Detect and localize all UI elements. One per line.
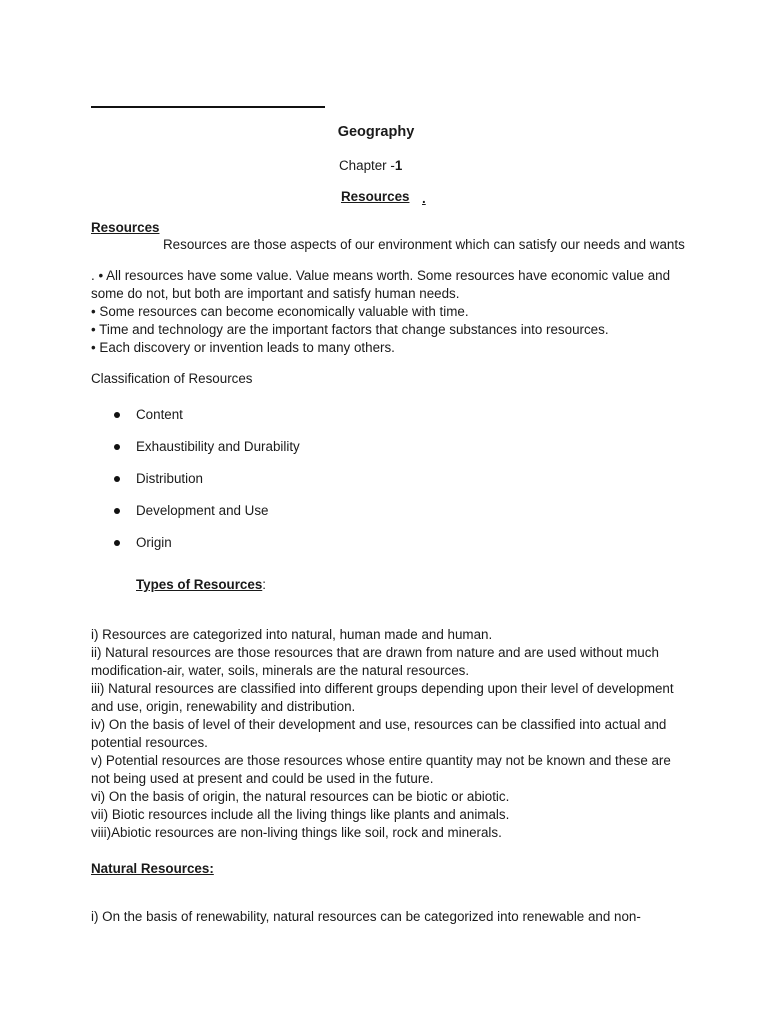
natural-resources-heading: Natural Resources: <box>91 861 214 876</box>
list-item-label: Distribution <box>136 471 203 486</box>
list-item <box>91 438 300 470</box>
types-heading <box>136 576 266 594</box>
types-heading-colon: : <box>262 577 266 592</box>
top-rule <box>91 106 325 108</box>
types-line: modification-air, water, soils, minerals are the natural resources. <box>91 663 470 678</box>
types-line: i) Resources are categorized into natural, human made and human. <box>91 627 493 642</box>
points-block <box>91 267 691 357</box>
chapter-number: 1 <box>394 158 403 173</box>
list-item <box>91 534 300 566</box>
types-line: iii) Natural resources are classified into different groups depending upon their level of development <box>91 681 674 696</box>
types-line: potential resources. <box>91 735 208 750</box>
classification-heading: Classification of Resources <box>91 371 253 386</box>
point-line: • Each discovery or invention leads to many others. <box>91 340 395 355</box>
chapter-prefix: Chapter - <box>339 158 395 173</box>
natural-resources-line: i) On the basis of renewability, natural resources can be categorized into renewable and non- <box>91 909 641 924</box>
types-heading-text: Types of Resources <box>136 577 263 592</box>
classification-list <box>91 406 300 566</box>
chapter-label <box>339 157 402 175</box>
bullet-icon <box>114 540 120 546</box>
bullet-icon <box>114 444 120 450</box>
section-title-trail: . <box>422 191 426 206</box>
list-item-label: Origin <box>136 535 172 550</box>
types-block <box>91 626 691 842</box>
list-item-label: Development and Use <box>136 503 269 518</box>
types-line: not being used at present and could be used in the future. <box>91 771 434 786</box>
types-line: vi) On the basis of origin, the natural resources can be biotic or abiotic. <box>91 789 510 804</box>
types-line: v) Potential resources are those resources whose entire quantity may not be known and these are <box>91 753 671 768</box>
point-line: some do not, but both are important and satisfy human needs. <box>91 286 460 301</box>
types-line: vii) Biotic resources include all the living things like plants and animals. <box>91 807 510 822</box>
list-item-label: Content <box>136 407 183 422</box>
point-line: • Time and technology are the important factors that change substances into resources. <box>91 322 609 337</box>
bullet-icon <box>114 508 120 514</box>
types-line: iv) On the basis of level of their development and use, resources can be classified into actual and <box>91 717 667 732</box>
types-line: and use, origin, renewability and distribution. <box>91 699 356 714</box>
types-line: ii) Natural resources are those resources that are drawn from nature and are used without much <box>91 645 659 660</box>
definition-text: Resources are those aspects of our environment which can satisfy our needs and wants <box>163 237 685 252</box>
list-item-label: Exhaustibility and Durability <box>136 439 300 454</box>
types-line: viii)Abiotic resources are non-living things like soil, rock and minerals. <box>91 825 502 840</box>
list-item <box>91 470 300 502</box>
definition-heading: Resources <box>91 220 160 235</box>
list-item <box>91 502 300 534</box>
point-line: . • All resources have some value. Value means worth. Some resources have economic value and <box>91 268 671 283</box>
bullet-icon <box>114 412 120 418</box>
point-line: • Some resources can become economically valuable with time. <box>91 304 469 319</box>
section-title: Resources <box>341 189 410 204</box>
bullet-icon <box>114 476 120 482</box>
list-item <box>91 406 300 438</box>
document-title: Geography <box>337 124 415 140</box>
